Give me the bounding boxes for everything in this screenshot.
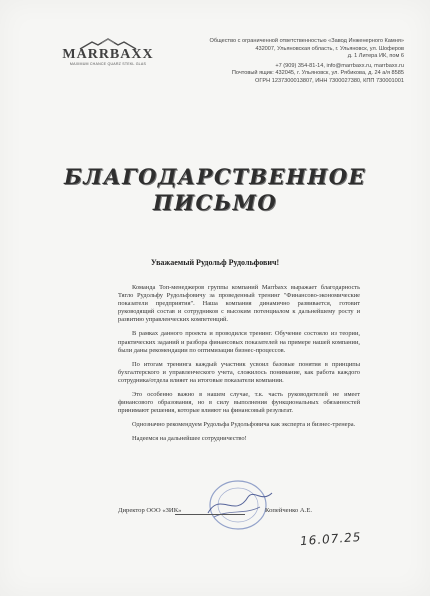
signature-line <box>175 514 245 515</box>
paragraph-training-scope: В рамках данного проекта и проводился тренинг. Обучение состояло из теории, практических заданий и разбора финансовых показателей на примере нашей компании, были даны рекомендации по оптимизации бизнес-процессов. <box>118 330 360 354</box>
letter-title-line-2: ПИСЬМО <box>152 190 278 215</box>
company-address-building: д. 1 Литера ИК, пом 6 <box>347 53 404 60</box>
paragraph-results: По итогам тренинга каждый участник усвоил базовые понятия в принципы бухгалтерского и управленческого учета, сложилось понимание, как работа каждого сотрудника/отдела влияет на итоговые показатели компании. <box>118 360 360 384</box>
company-registration: ОГРН 1237300013807, ИНН 7300027380, КПП 730001001 <box>255 77 404 84</box>
salutation: Уважаемый Рудольф Рудольфович! <box>150 258 280 267</box>
signatory-position: Директор ООО «ЗИК» <box>118 507 182 514</box>
company-postal-box: Почтовый ящик: 432045, г. Ульяновск, ул. Рябикова, д. 24 а/я 8585 <box>231 70 404 77</box>
letter-body <box>118 284 360 450</box>
company-name: Общество с ограниченной ответственностью «Завод Инженерного Камня» <box>209 38 404 44</box>
letter-title-line-1: БЛАГОДАРСТВЕННОЕ <box>63 164 367 189</box>
handwritten-date: 16.07.25 <box>299 529 362 549</box>
paragraph-gratitude: Команда Топ-менеджеров группы компаний Marrbaxx выражает благодарность Тягло Рудольфу Рудольфовичу за проведенный тренинг "Финансово-экономические показатели предприятия". Наша компания динамично развивается, готовит руководящий состав и сотрудников с высоким потенциалом к дальнейшему росту и развитию управленческих компетенций. <box>118 284 360 324</box>
paragraph-importance: Это особенно важно в нашем случае, т.к. часть руководителей не имеет финансового образования, но в силу выполнения функциональных обязанностей принимают решения, которые влияют на финансовый результат. <box>118 391 360 415</box>
logo-tagline: MAXIMUM CHANCE QUARZ STEKL GLAS <box>69 62 147 66</box>
logo-wordmark: MARRBAXX <box>62 47 154 62</box>
company-logo <box>58 38 158 66</box>
signatory-name: Копейченко А.Е. <box>265 507 313 514</box>
company-contacts: +7 (909) 354-81-14, info@marrbaxx.ru, marrbaxx.ru <box>275 62 404 69</box>
company-details <box>190 38 404 86</box>
paragraph-recommendation: Однозначно рекомендуем Рудольфа Рудольфовича как эксперта и бизнес-тренера. <box>132 421 356 429</box>
paragraph-closing: Надеемся на дальнейшее сотрудничество! <box>132 435 247 443</box>
company-address: 432007, Ульяновская область, г. Ульяновск, ул. Шоферов <box>255 45 404 52</box>
stamp-and-signature-icon <box>200 473 280 533</box>
